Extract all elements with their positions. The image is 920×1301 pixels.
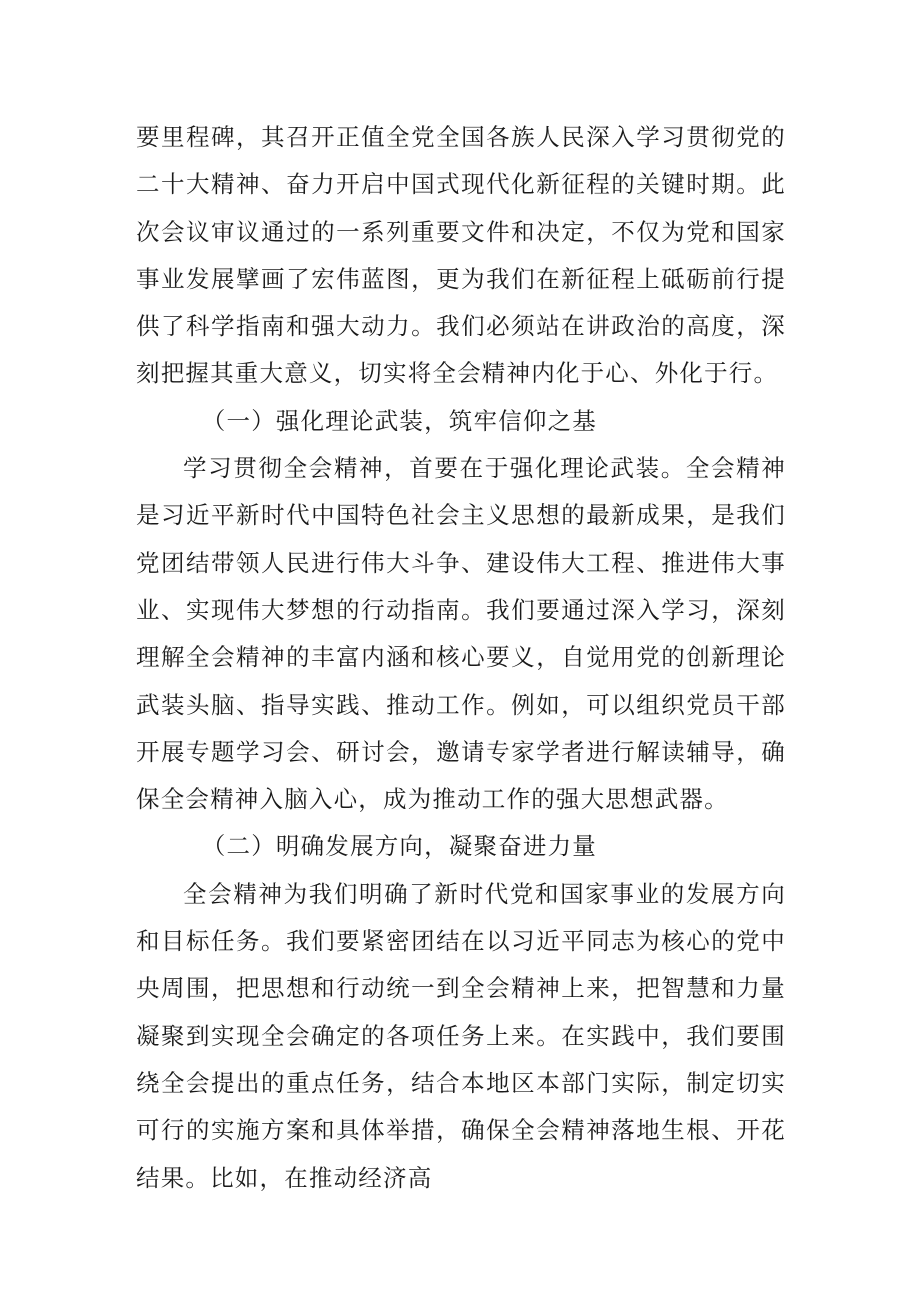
paragraph-section-2: 全会精神为我们明确了新时代党和国家事业的发展方向和目标任务。我们要紧密团结在以习近平同志为核心的党中央周围，把思想和行动统一到全会精神上来，把智慧和力量凝聚到实现全会确定的各项任务上来。在实践中，我们要围绕全会提出的重点任务，结合本地区本部门实际，制定切实可行的实施方案和具体举措，确保全会精神落地生根、开花结果。比如，在推动经济高 (136, 879, 786, 1192)
paragraph-continuation: 要里程碑，其召开正值全党全国各族人民深入学习贯彻党的二十大精神、奋力开启中国式现代化新征程的关键时期。此次会议审议通过的一系列重要文件和决定，不仅为党和国家事业发展擘画了宏伟蓝图，更为我们在新征程上砥砺前行提供了科学指南和强大动力。我们必须站在讲政治的高度，深刻把握其重大意义，切实将全会精神内化于心、外化于行。 (136, 123, 786, 388)
document-body (136, 114, 786, 1202)
section-heading-2: （二）明确发展方向，凝聚奋进力量 (201, 832, 597, 861)
paragraph-section-1: 学习贯彻全会精神，首要在于强化理论武装。全会精神是习近平新时代中国特色社会主义思想的最新成果，是我们党团结带领人民进行伟大斗争、建设伟大工程、推进伟大事业、实现伟大梦想的行动指南。我们要通过深入学习，深刻理解全会精神的丰富内涵和核心要义，自觉用党的创新理论武装头脑、指导实践、推动工作。例如，可以组织党员干部开展专题学习会、研讨会，邀请专家学者进行解读辅导，确保全会精神入脑入心，成为推动工作的强大思想武器。 (136, 454, 786, 814)
section-heading-1: （一）强化理论武装，筑牢信仰之基 (201, 406, 597, 435)
